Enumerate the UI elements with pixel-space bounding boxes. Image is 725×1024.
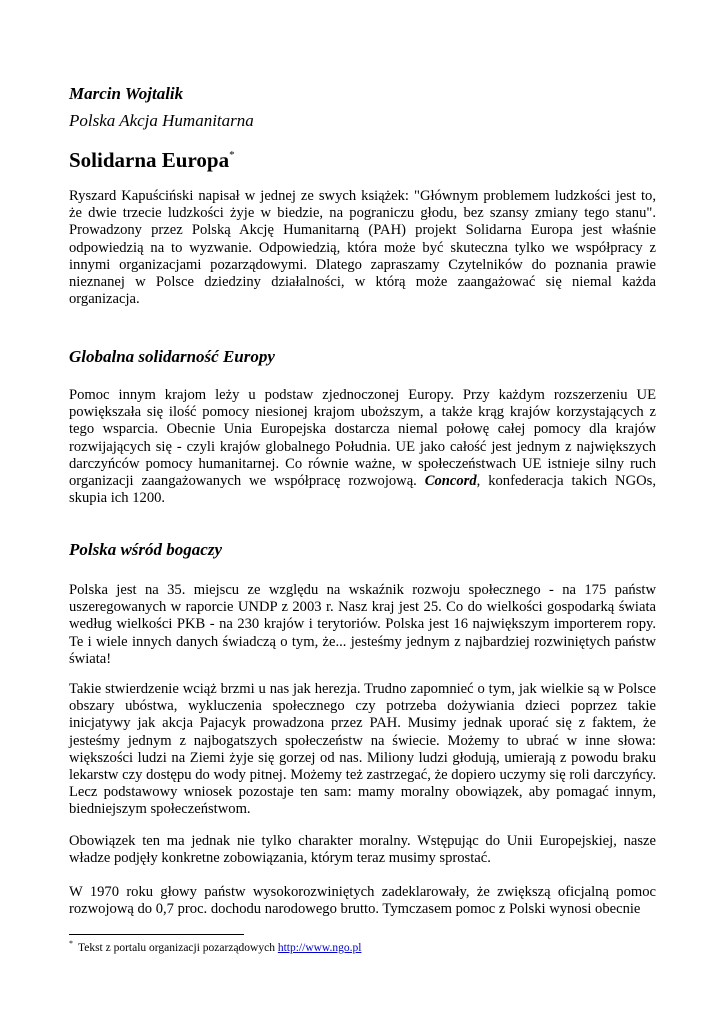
footnote <box>69 939 361 954</box>
section1-paragraph <box>69 387 656 507</box>
page-title <box>69 148 656 173</box>
paragraph: W 1970 roku głowy państw wysokorozwiniętych zadeklarowały, że zwiększą oficjalną pomoc rozwojową do 0,7 proc. dochodu narodowego brutto. Tymczasem pomoc z Polski wynosi obecnie <box>69 884 656 918</box>
author-organization: Polska Akcja Humanitarna <box>69 111 254 130</box>
author-name: Marcin Wojtalik <box>69 84 184 103</box>
paragraph: Obowiązek ten ma jednak nie tylko charakter moralny. Wstępując do Unii Europejskiej, nasze władze podjęły konkretne zobowiązania, którym teraz musimy sprostać. <box>69 833 656 867</box>
title-text: Solidarna Europa <box>69 148 230 172</box>
section-heading-globalna: Globalna solidarność Europy <box>69 347 275 366</box>
section1-text-end: , konfederacja takich NGOs, skupia ich 1200. <box>69 473 656 507</box>
section1-text: Pomoc innym krajom leży u podstaw zjednoczonej Europy. Przy każdym rozszerzeniu UE powiększała się ilość pomocy niesionej krajom uboższym, a także krąg krajów korzystających z tego wsparcia. Obecnie Unia Europejska dostarcza niemal połowę całej pomocy dla krajów rozwijających się - czyli krajów globalnego Południa. UE jako całość jest jednym z największych darczyńców pomocy humanitarnej. Co równie ważne, w społeczeństwach UE istnieje silny ruch organizacji zaangażowanych we współpracę rozwojową. <box>69 387 656 490</box>
footnote-text: Tekst z portalu organizacji pozarządowych <box>78 942 278 954</box>
paragraph: Polska jest na 35. miejscu ze względu na wskaźnik rozwoju społecznego - na 175 państw uszeregowanych w raporcie UNDP z 2003 r. Nasz kraj jest 25. Co do wielkości gospodarką świata według wielkości PKB - na 230 krajów i terytoriów. Polska jest 16 największym importerem ropy. Te i wiele innych danych świadczą o tym, że... jesteśmy jednym z najbardziej rozwiniętych państw świata! <box>69 582 656 667</box>
concord-emphasis: Concord <box>424 473 477 490</box>
footnote-link[interactable]: http://www.ngo.pl <box>277 942 362 954</box>
footnote-mark: * <box>69 939 73 948</box>
footnote-divider <box>69 934 244 935</box>
section-heading-polska: Polska wśród bogaczy <box>69 540 222 559</box>
paragraph: Takie stwierdzenie wciąż brzmi u nas jak herezja. Trudno zapomnieć o tym, jak wielkie są w Polsce obszary ubóstwa, wykluczenia społecznego czy potrzeba dożywiania dzieci poprzez takie inicjatywy jak akcja Pajacyk prowadzona przez PAH. Musimy jednak uporać się z faktem, że jesteśmy jednym z najbogatszych społeczeństw na świecie. Możemy to ubrać w inne słowa: większości ludzi na Ziemi żyje się gorzej od nas. Miliony ludzi głodują, umierają z powodu braku lekarstw czy dostępu do wody pitnej. Możemy też zastrzegać, że dopiero uczymy się roli darczyńcy. Lecz podstawowy wniosek pozostaje ten sam: mamy moralny obowiązek, aby pomagać innym, biedniejszym społeczeństwom. <box>69 681 656 818</box>
intro-paragraph: Ryszard Kapuściński napisał w jednej ze swych książek: "Głównym problemem ludzkości jest to, że dwie trzecie ludzkości żyje w biedzie, na pograniczu głodu, bez szansy zmiany tego stanu". Prowadzony przez Polską Akcję Humanitarną (PAH) projekt Solidarna Europa jest właśnie odpowiedzią na to wyzwanie. Odpowiedzią, która może być skuteczna tylko we współpracy z innymi organizacjami pozarządowymi. Dlatego zapraszamy Czytelników do poznania prawie nieznanej w Polsce dziedziny działalności, w którą może zaangażować się niemal każda organizacja. <box>69 188 656 308</box>
footnote-mark: * <box>229 149 235 161</box>
